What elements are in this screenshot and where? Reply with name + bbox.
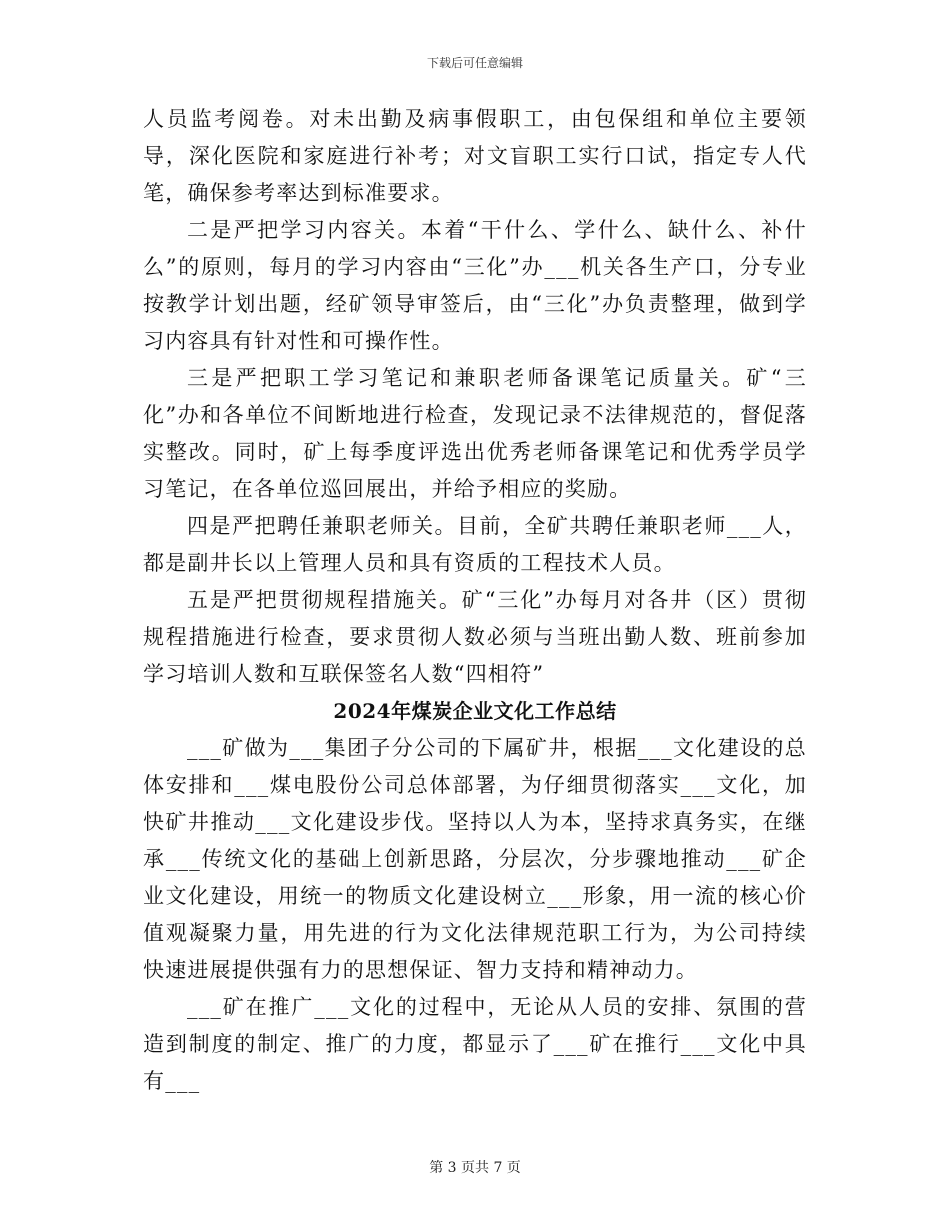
paragraph-part-time-teachers: 四是严把聘任兼职老师关。目前，全矿共聘任兼职老师___人，都是副井长以上管理人员和具有资质的工程技术人员。 [143,514,807,575]
paragraph-culture-intro: ___矿做为___集团子分公司的下属矿井，根据___文化建设的总体安排和___煤电股份公司总体部署，为仔细贯彻落实___文化，加快矿井推动___文化建设步伐。坚持以人为本，坚持求真务实，在继承___传统文化的基础上创新思路，分层次，分步骤地推动___矿企业文化建设，用统一的物质文化建设树立___形象，用一流的核心价值观凝聚力量，用先进的行为文化法律规范职工行为，为公司持续快速进展提供强有力的思想保证、智力支持和精神动力。 [143,736,807,982]
paragraph-culture-promotion: ___矿在推广___文化的过程中，无论从人员的安排、氛围的营造到制度的制定、推广的力度，都显示了___矿在推行___文化中具有___ [143,995,807,1093]
paragraph-continued: 人员监考阅卷。对未出勤及病事假职工，由包保组和单位主要领导，深化医院和家庭进行补考；对文盲职工实行口试，指定专人代笔，确保参考率达到标准要求。 [143,107,807,205]
page-number: 第 3 页共 7 页 [429,1160,521,1176]
page-header: 下载后可任意编辑 [426,56,523,70]
paragraph-notes-quality: 三是严把职工学习笔记和兼职老师备课笔记质量关。矿“三化”办和各单位不间断地进行检查，发现记录不法律规范的，督促落实整改。同时，矿上每季度评选出优秀老师备课笔记和优秀学员学习笔记，在各单位巡回展出，并给予相应的奖励。 [143,366,807,501]
section-title: 2024年煤炭企业文化工作总结 [333,699,617,723]
paragraph-study-content: 二是严把学习内容关。本着“干什么、学什么、缺什么、补什么”的原则，每月的学习内容由“三化”办___机关各生产口，分专业按教学计划出题，经矿领导审签后，由“三化”办负责整理，做到学习内容具有针对性和可操作性。 [143,218,807,353]
document-body [143,101,807,1100]
paragraph-regulations: 五是严把贯彻规程措施关。矿“三化”办每月对各井（区）贯彻规程措施进行检查，要求贯彻人数必须与当班出勤人数、班前参加学习培训人数和互联保签名人数“四相符” [143,588,807,686]
